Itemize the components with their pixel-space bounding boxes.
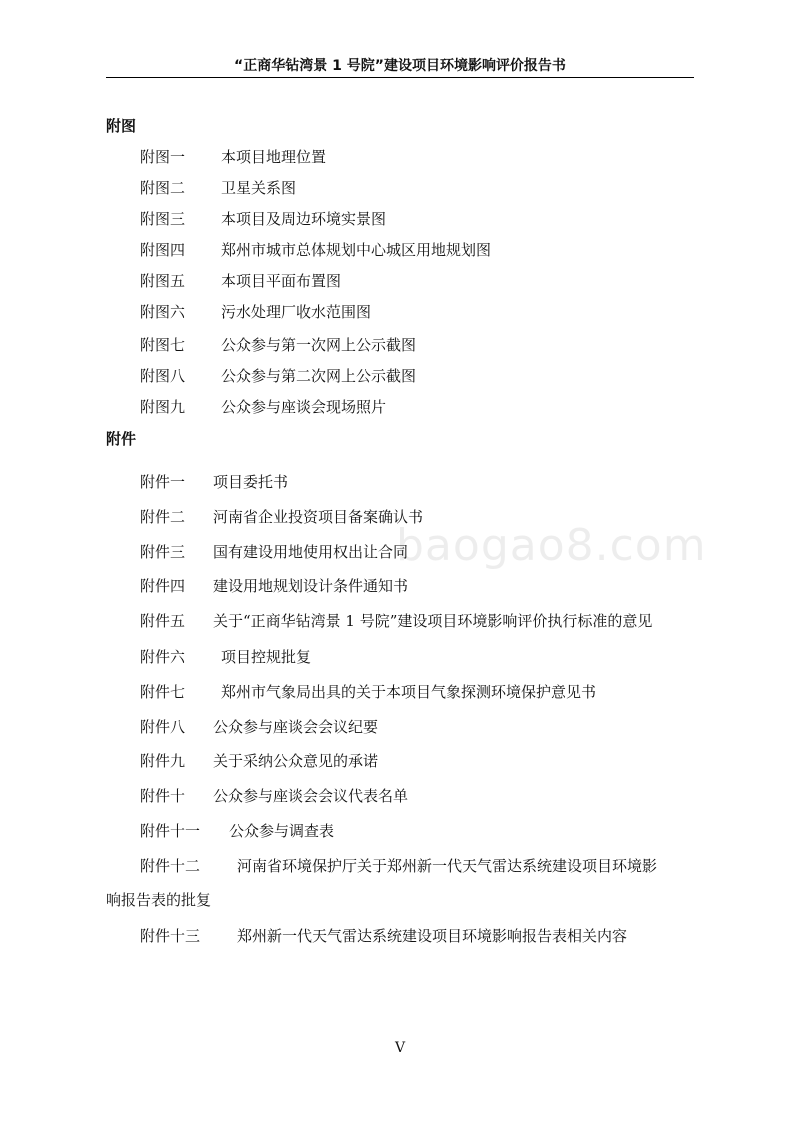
figure-text: 公众参与第二次网上公示截图 xyxy=(221,367,417,385)
attachment-text: 国有建设用地使用权出让合同 xyxy=(213,543,409,561)
attachment-label: 附件四 xyxy=(140,577,186,595)
figure-text: 公众参与第一次网上公示截图 xyxy=(221,336,417,354)
figure-text: 污水处理厂收水范围图 xyxy=(221,303,372,321)
header-rule xyxy=(106,77,694,78)
attachment-item xyxy=(140,926,628,946)
figure-label: 附图三 xyxy=(140,210,186,228)
attachment-item xyxy=(140,821,335,841)
attachment-text: 公众参与座谈会会议代表名单 xyxy=(213,787,409,805)
attachment-text: 河南省企业投资项目备案确认书 xyxy=(213,508,424,526)
figure-label: 附图二 xyxy=(140,179,186,197)
running-header: “正商华钻湾景 1 号院”建设项目环境影响评价报告书 xyxy=(234,58,566,74)
attachment-item xyxy=(140,542,409,562)
figure-label: 附图九 xyxy=(140,398,186,416)
attachment-text: 关于采纳公众意见的承诺 xyxy=(213,752,379,770)
attachment-item xyxy=(140,751,379,771)
figures-heading: 附图 xyxy=(106,117,137,135)
figure-item xyxy=(140,178,297,198)
figure-item xyxy=(140,302,372,322)
attachment-text: 关于“正商华钻湾景 1 号院”建设项目环境影响评价执行标准的意见 xyxy=(213,612,653,630)
attachment-label: 附件五 xyxy=(140,612,186,630)
attachment-text: 项目控规批复 xyxy=(221,648,312,666)
figure-item xyxy=(140,209,387,229)
attachment-item xyxy=(140,856,658,876)
attachment-label: 附件七 xyxy=(140,683,186,701)
figure-item xyxy=(140,366,417,386)
attachment-label: 附件三 xyxy=(140,543,186,561)
attachment-text: 项目委托书 xyxy=(213,473,289,491)
attachment-item xyxy=(140,717,379,737)
attachment-item xyxy=(140,576,409,596)
figure-item xyxy=(140,147,327,167)
figure-text: 郑州市城市总体规划中心城区用地规划图 xyxy=(221,241,492,259)
attachment-label: 附件十一 xyxy=(140,822,201,840)
figure-text: 公众参与座谈会现场照片 xyxy=(221,398,387,416)
figure-label: 附图一 xyxy=(140,148,186,166)
figure-label: 附图五 xyxy=(140,272,186,290)
attachment-label: 附件十二 xyxy=(140,857,201,875)
attachment-label: 附件二 xyxy=(140,508,186,526)
figure-text: 本项目平面布置图 xyxy=(221,272,342,290)
watermark: baogao8.com xyxy=(396,520,707,571)
attachment-item xyxy=(140,786,409,806)
attachment-item xyxy=(140,682,597,702)
figure-item xyxy=(140,335,417,355)
attachment-label: 附件一 xyxy=(140,473,186,491)
attachment-item xyxy=(140,472,289,492)
attachment-text: 公众参与座谈会会议纪要 xyxy=(213,718,379,736)
attachment-text: 河南省环境保护厅关于郑州新一代天气雷达系统建设项目环境影 xyxy=(237,857,658,875)
attachment-label: 附件十 xyxy=(140,787,186,805)
figure-text: 本项目及周边环境实景图 xyxy=(221,210,387,228)
attachments-heading: 附件 xyxy=(106,430,137,448)
page-number: V xyxy=(394,1040,406,1056)
attachment-label: 附件九 xyxy=(140,752,186,770)
figure-label: 附图四 xyxy=(140,241,186,259)
attachment-label: 附件八 xyxy=(140,718,186,736)
attachment-item xyxy=(140,507,424,527)
attachment-text: 郑州市气象局出具的关于本项目气象探测环境保护意见书 xyxy=(221,683,597,701)
figure-label: 附图六 xyxy=(140,303,186,321)
attachment-text: 公众参与调查表 xyxy=(229,822,335,840)
figure-item xyxy=(140,397,387,417)
figure-item xyxy=(140,240,492,260)
attachment-text: 郑州新一代天气雷达系统建设项目环境影响报告表相关内容 xyxy=(237,927,628,945)
attachment-text: 建设用地规划设计条件通知书 xyxy=(213,577,409,595)
attachment-item xyxy=(140,647,312,667)
figure-label: 附图七 xyxy=(140,336,186,354)
figure-text: 本项目地理位置 xyxy=(221,148,327,166)
attachment-label: 附件六 xyxy=(140,648,186,666)
figure-text: 卫星关系图 xyxy=(221,179,297,197)
figure-item xyxy=(140,271,342,291)
attachment-item xyxy=(140,611,653,631)
attachment-label: 附件十三 xyxy=(140,927,201,945)
figure-label: 附图八 xyxy=(140,367,186,385)
attachment-text-continuation: 响报告表的批复 xyxy=(106,891,212,909)
